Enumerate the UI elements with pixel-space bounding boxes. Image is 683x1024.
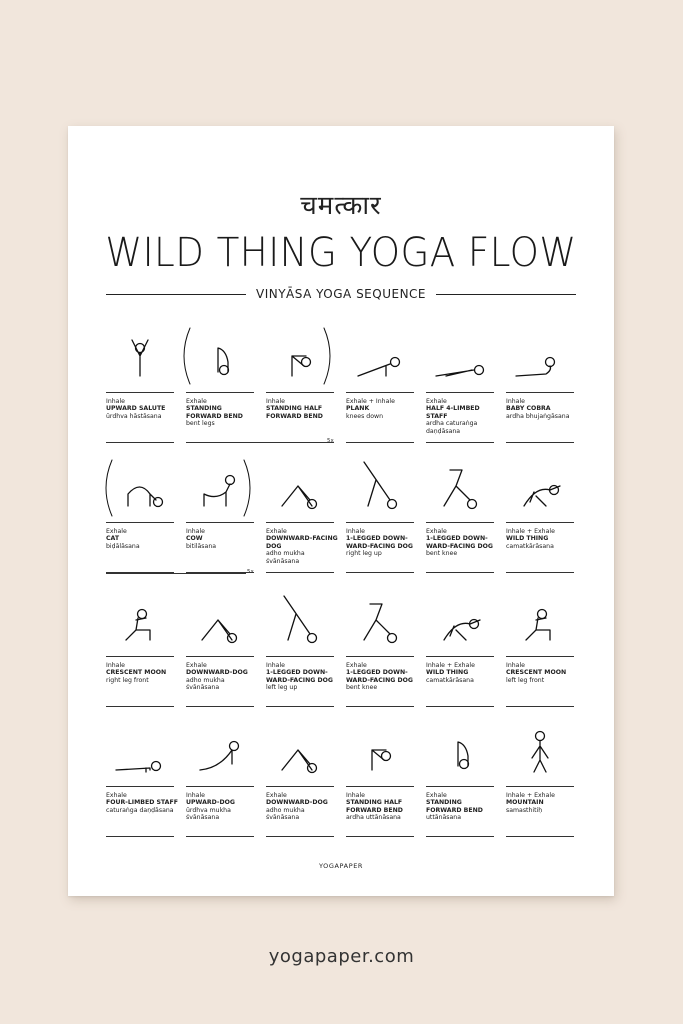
pose-divider: [266, 786, 334, 787]
pose-breath: Exhale: [426, 792, 447, 799]
poster-title: WILD THING YOGA FLOW: [105, 230, 577, 276]
pose-text: [346, 792, 418, 822]
repeat-bracket-close-row2: [242, 458, 256, 518]
pose-text: [506, 528, 578, 550]
pose-name: COW: [186, 535, 203, 543]
pose-text: [426, 528, 498, 558]
cat-icon: [106, 456, 174, 520]
pose-divider-bottom: [186, 836, 254, 837]
pose-text: [266, 528, 338, 565]
pose-breath: Inhale: [346, 792, 365, 799]
pose-divider: [106, 392, 174, 393]
pose-sanskrit: left leg up: [266, 684, 298, 692]
pose-breath: Inhale: [506, 662, 525, 669]
pose-text: [506, 398, 578, 420]
pose-name: WILD THING: [506, 535, 549, 543]
pose-divider-bottom: [346, 572, 414, 573]
pose-sanskrit: ardha uttānāsana: [346, 814, 401, 822]
pose-divider-bottom: [106, 836, 174, 837]
pose-name: 1-LEGGED DOWN-WARD-FACING DOG: [346, 535, 413, 550]
pose-divider: [346, 522, 414, 523]
pose-sanskrit: knees down: [346, 412, 384, 420]
pose-breath: Inhale: [106, 662, 125, 669]
pose-divider-bottom: [506, 706, 574, 707]
pose-divider: [506, 786, 574, 787]
crescent-moon-icon: [506, 590, 574, 654]
pose-name: PLANK: [346, 405, 370, 413]
pose-breath: Inhale: [346, 528, 365, 535]
repeat-bracket-open-row1: [180, 326, 194, 386]
plank-icon: [346, 326, 414, 390]
pose-divider: [506, 656, 574, 657]
pose-breath: Inhale: [266, 398, 285, 405]
pose-name: 1-LEGGED DOWN-WARD-FACING DOG: [346, 669, 413, 684]
pose-sanskrit: right leg up: [346, 550, 382, 558]
pose-divider-bottom: [106, 706, 174, 707]
pose-name: CRESCENT MOON: [506, 669, 567, 677]
pose-text: [426, 792, 498, 822]
pose-text: [106, 662, 178, 684]
pose-divider-bottom: [106, 442, 174, 443]
pose-breath: Exhale + Inhale: [346, 398, 395, 405]
pose-divider: [426, 786, 494, 787]
pose-divider: [506, 522, 574, 523]
pose-sanskrit: samasthitiḥ: [506, 806, 543, 814]
bent-knee-dog-icon: [426, 456, 494, 520]
pose-text: [426, 398, 498, 435]
pose-breath: Exhale: [426, 528, 447, 535]
pose-divider: [426, 656, 494, 657]
pose-divider-bottom: [266, 572, 334, 573]
pose-sanskrit: right leg front: [106, 676, 149, 684]
pose-name: CAT: [106, 535, 120, 543]
pose-divider-bottom: [506, 442, 574, 443]
downward-dog-icon: [266, 720, 334, 784]
pose-breath: Exhale: [106, 792, 127, 799]
pose-name: BABY COBRA: [506, 405, 551, 413]
pose-divider-bottom: [506, 836, 574, 837]
pose-divider-bottom: [186, 706, 254, 707]
pose-divider: [346, 656, 414, 657]
pose-divider: [186, 786, 254, 787]
mountain-icon: [506, 720, 574, 784]
pose-divider-bottom: [346, 706, 414, 707]
pose-breath: Inhale + Exhale: [506, 792, 555, 799]
one-leg-dog-icon: [346, 456, 414, 520]
pose-sanskrit: ardha bhujaṅgāsana: [506, 412, 570, 420]
pose-divider: [266, 522, 334, 523]
one-leg-dog-icon: [266, 590, 334, 654]
pose-sanskrit: bent knee: [426, 550, 458, 558]
half-forward-bend-icon: [346, 720, 414, 784]
pose-name: 1-LEGGED DOWN-WARD-FACING DOG: [266, 669, 333, 684]
pose-divider: [106, 522, 174, 523]
pose-text: [506, 792, 578, 814]
repeat-bracket-close-row1: [322, 326, 336, 386]
poster: [68, 126, 614, 896]
subtitle-row: [106, 286, 576, 302]
upward-dog-icon: [186, 720, 254, 784]
pose-name: DOWNWARD-FACING DOG: [266, 535, 338, 550]
pose-sanskrit: bitilāsana: [186, 542, 217, 550]
pose-name: MOUNTAIN: [506, 799, 544, 807]
pose-divider: [346, 392, 414, 393]
pose-divider: [506, 392, 574, 393]
pose-text: [346, 398, 418, 420]
pose-divider-bottom: [426, 706, 494, 707]
pose-text: [106, 528, 178, 550]
pose-breath: Exhale: [266, 528, 287, 535]
repeat-bracket-open-row2: [102, 458, 116, 518]
repeat-line-row1: [186, 442, 326, 443]
poster-subtitle: VINYĀSA YOGA SEQUENCE: [256, 287, 427, 301]
pose-breath: Exhale: [266, 792, 287, 799]
pose-divider: [106, 656, 174, 657]
pose-divider: [186, 522, 254, 523]
pose-text: [186, 662, 258, 692]
bent-knee-dog-icon: [346, 590, 414, 654]
wild-thing-icon: [426, 590, 494, 654]
forward-bend-icon: [426, 720, 494, 784]
pose-sanskrit: camatkārāsana: [506, 542, 554, 550]
pose-divider: [426, 392, 494, 393]
site-url[interactable]: yogapaper.com: [268, 946, 415, 967]
pose-divider: [106, 786, 174, 787]
pose-sanskrit: adho mukha śvānāsana: [266, 550, 305, 565]
pose-breath: Exhale: [186, 662, 207, 669]
pose-divider: [266, 392, 334, 393]
repeat-label-row2: 5x: [247, 569, 254, 575]
pose-sanskrit: adho mukha śvānāsana: [266, 806, 305, 822]
pose-breath: Inhale: [186, 528, 205, 535]
pose-breath: Exhale: [106, 528, 127, 535]
pose-sanskrit: ūrdhva mukha śvānāsana: [186, 806, 231, 822]
pose-breath: Inhale: [266, 662, 285, 669]
pose-sanskrit: biḍālāsana: [106, 542, 140, 550]
pose-text: [346, 662, 418, 692]
forward-bend-icon: [186, 326, 254, 390]
pose-sanskrit: camatkārāsana: [426, 676, 474, 684]
pose-divider-bottom: [346, 442, 414, 443]
subtitle-divider-right: [436, 294, 576, 295]
pose-text: [346, 528, 418, 558]
pose-text: [266, 662, 338, 692]
pose-breath: Inhale: [106, 398, 125, 405]
pose-text: [426, 662, 498, 684]
pose-breath: Inhale: [186, 792, 205, 799]
poster-devanagari-title: चमत्कार: [300, 191, 382, 221]
pose-breath: Inhale + Exhale: [506, 528, 555, 535]
pose-sanskrit: bent knee: [346, 684, 378, 692]
pose-name: DOWNWARD-DOG: [266, 799, 328, 807]
pose-name: 1-LEGGED DOWN-WARD-FACING DOG: [426, 535, 493, 550]
pose-text: [266, 792, 338, 822]
pose-sanskrit: ūrdhva hāstāsana: [106, 412, 162, 420]
half-staff-icon: [426, 326, 494, 390]
pose-divider: [346, 786, 414, 787]
subtitle-divider-left: [106, 294, 246, 295]
pose-text: [186, 528, 258, 550]
pose-divider: [266, 656, 334, 657]
pose-name: STANDING FORWARD BEND: [186, 405, 243, 420]
pose-sanskrit: adho mukha śvānāsana: [186, 676, 225, 692]
pose-name: HALF 4-LIMBED STAFF: [426, 405, 480, 420]
poster-brand: YOGAPAPER: [318, 862, 364, 870]
upward-salute-icon: [106, 326, 174, 390]
pose-name: STANDING HALF FORWARD BEND: [266, 405, 323, 420]
pose-divider-bottom: [266, 836, 334, 837]
pose-divider-bottom: [506, 572, 574, 573]
pose-name: UPWARD-DOG: [186, 799, 235, 807]
pose-name: STANDING FORWARD BEND: [426, 799, 483, 814]
pose-text: [106, 398, 178, 420]
pose-sanskrit: caturaṅga daṇḍāsana: [106, 806, 174, 814]
pose-breath: Inhale + Exhale: [426, 662, 475, 669]
pose-divider-bottom: [426, 442, 494, 443]
pose-name: DOWNWARD-DOG: [186, 669, 248, 677]
pose-name: UPWARD SALUTE: [106, 405, 166, 413]
pose-text: [106, 792, 178, 814]
pose-text: [186, 792, 258, 822]
pose-text: [506, 662, 578, 684]
pose-text: [266, 398, 338, 420]
four-limbed-staff-icon: [106, 720, 174, 784]
pose-divider-bottom: [266, 706, 334, 707]
repeat-label-row1: 5x: [327, 438, 334, 444]
pose-divider: [186, 392, 254, 393]
crescent-moon-icon: [106, 590, 174, 654]
pose-name: CRESCENT MOON: [106, 669, 167, 677]
pose-name: FOUR-LIMBED STAFF: [106, 799, 178, 807]
pose-breath: Exhale: [186, 398, 207, 405]
downward-dog-icon: [186, 590, 254, 654]
pose-divider-bottom: [426, 572, 494, 573]
pose-breath: Exhale: [426, 398, 447, 405]
pose-sanskrit: uttānāsana: [426, 814, 462, 822]
pose-divider-bottom: [426, 836, 494, 837]
pose-sanskrit: left leg front: [506, 676, 545, 684]
pose-divider-bottom: [346, 836, 414, 837]
downward-dog-icon: [266, 456, 334, 520]
pose-name: WILD THING: [426, 669, 469, 677]
pose-text: [186, 398, 258, 428]
pose-name: STANDING HALF FORWARD BEND: [346, 799, 403, 814]
baby-cobra-icon: [506, 326, 574, 390]
pose-divider: [186, 656, 254, 657]
pose-sanskrit: ardha caturaṅga daṇḍāsana: [426, 420, 478, 435]
wild-thing-icon: [506, 456, 574, 520]
pose-breath: Inhale: [506, 398, 525, 405]
pose-sanskrit: bent legs: [186, 420, 215, 428]
pose-breath: Exhale: [346, 662, 367, 669]
repeat-line-row2: [106, 573, 246, 574]
pose-divider: [426, 522, 494, 523]
